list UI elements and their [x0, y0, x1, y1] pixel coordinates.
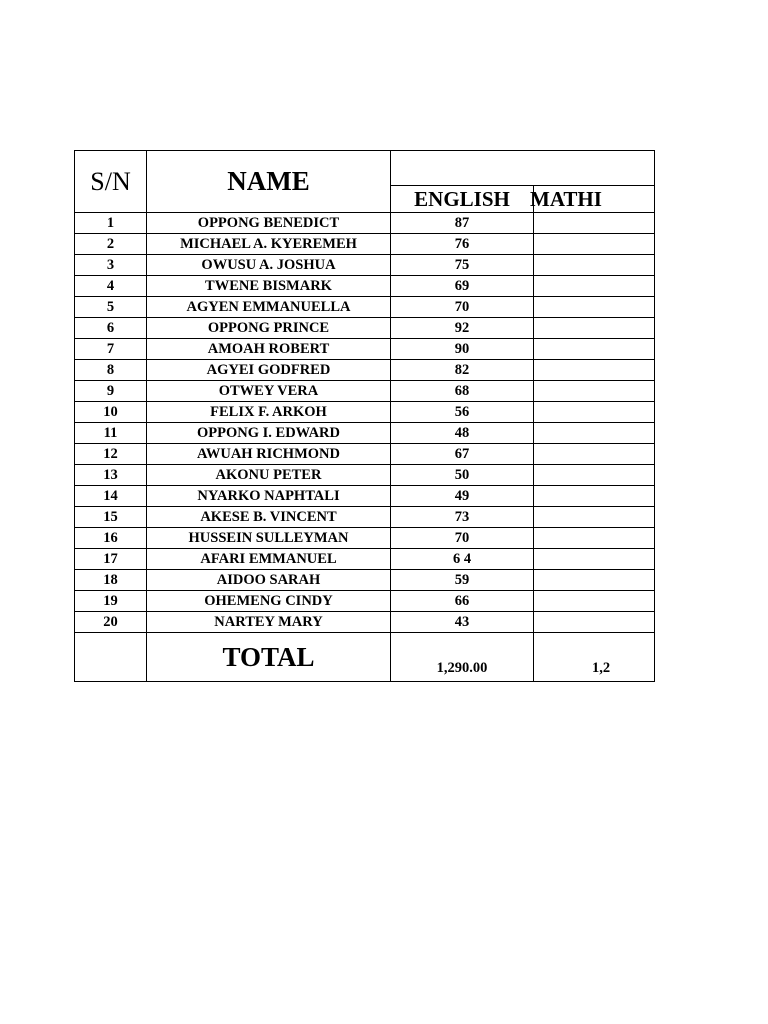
cell-maths [534, 234, 655, 255]
table-row [75, 276, 655, 297]
header-english: ENGLISH [391, 186, 534, 213]
table-row [75, 255, 655, 276]
cell-name: OPPONG PRINCE [147, 318, 391, 339]
cell-maths [534, 297, 655, 318]
cell-sn: 4 [75, 276, 147, 297]
cell-english: 67 [391, 444, 534, 465]
cell-sn: 2 [75, 234, 147, 255]
cell-english: 69 [391, 276, 534, 297]
cell-english: 6 4 [391, 549, 534, 570]
cell-english: 59 [391, 570, 534, 591]
cell-english: 87 [391, 213, 534, 234]
cell-maths [534, 213, 655, 234]
cell-maths [534, 339, 655, 360]
table-row [75, 549, 655, 570]
cell-sn: 17 [75, 549, 147, 570]
cell-sn: 6 [75, 318, 147, 339]
cell-maths [534, 402, 655, 423]
cell-english: 76 [391, 234, 534, 255]
header-subjects-group [391, 151, 655, 186]
cell-name: OTWEY VERA [147, 381, 391, 402]
table-row [75, 318, 655, 339]
header-sn: S/N [75, 151, 147, 213]
cell-english: 68 [391, 381, 534, 402]
cell-english: 75 [391, 255, 534, 276]
cell-english: 66 [391, 591, 534, 612]
cell-english: 56 [391, 402, 534, 423]
header-name: NAME [147, 151, 391, 213]
score-sheet [74, 150, 611, 681]
cell-name: HUSSEIN SULLEYMAN [147, 528, 391, 549]
header-maths: MATHI [534, 186, 655, 213]
cell-name: OHEMENG CINDY [147, 591, 391, 612]
table-row [75, 465, 655, 486]
cell-sn: 13 [75, 465, 147, 486]
table-row [75, 507, 655, 528]
cell-maths [534, 612, 655, 633]
cell-name: NARTEY MARY [147, 612, 391, 633]
cell-sn: 10 [75, 402, 147, 423]
cell-sn: 14 [75, 486, 147, 507]
cell-maths [534, 486, 655, 507]
cell-maths [534, 318, 655, 339]
cell-sn: 9 [75, 381, 147, 402]
cell-sn: 12 [75, 444, 147, 465]
table-row [75, 591, 655, 612]
total-row [75, 633, 655, 682]
cell-maths [534, 360, 655, 381]
table-row [75, 423, 655, 444]
cell-name: AKESE B. VINCENT [147, 507, 391, 528]
cell-name: NYARKO NAPHTALI [147, 486, 391, 507]
scores-table [74, 150, 655, 682]
table-row [75, 339, 655, 360]
total-sn [75, 633, 147, 682]
cell-english: 48 [391, 423, 534, 444]
cell-maths [534, 255, 655, 276]
cell-maths [534, 507, 655, 528]
cell-english: 70 [391, 528, 534, 549]
table-row [75, 234, 655, 255]
table-row [75, 528, 655, 549]
cell-name: AWUAH RICHMOND [147, 444, 391, 465]
total-label: TOTAL [147, 633, 391, 682]
table-row [75, 444, 655, 465]
cell-name: OPPONG I. EDWARD [147, 423, 391, 444]
cell-maths [534, 276, 655, 297]
cell-english: 73 [391, 507, 534, 528]
cell-name: TWENE BISMARK [147, 276, 391, 297]
cell-name: OWUSU A. JOSHUA [147, 255, 391, 276]
cell-name: MICHAEL A. KYEREMEH [147, 234, 391, 255]
cell-name: AKONU PETER [147, 465, 391, 486]
cell-name: AMOAH ROBERT [147, 339, 391, 360]
cell-sn: 1 [75, 213, 147, 234]
table-row [75, 402, 655, 423]
total-maths: 1,2 [534, 633, 655, 682]
cell-maths [534, 423, 655, 444]
total-english: 1,290.00 [391, 633, 534, 682]
cell-sn: 20 [75, 612, 147, 633]
cell-english: 90 [391, 339, 534, 360]
cell-english: 70 [391, 297, 534, 318]
cell-sn: 19 [75, 591, 147, 612]
cell-maths [534, 549, 655, 570]
table-row [75, 570, 655, 591]
cell-maths [534, 444, 655, 465]
table-row [75, 381, 655, 402]
cell-sn: 16 [75, 528, 147, 549]
cell-name: OPPONG BENEDICT [147, 213, 391, 234]
cell-sn: 15 [75, 507, 147, 528]
cell-name: AGYEI GODFRED [147, 360, 391, 381]
cell-maths [534, 465, 655, 486]
cell-maths [534, 528, 655, 549]
cell-maths [534, 381, 655, 402]
cell-english: 82 [391, 360, 534, 381]
cell-name: AIDOO SARAH [147, 570, 391, 591]
table-row [75, 612, 655, 633]
cell-name: FELIX F. ARKOH [147, 402, 391, 423]
cell-name: AGYEN EMMANUELLA [147, 297, 391, 318]
table-row [75, 213, 655, 234]
cell-sn: 18 [75, 570, 147, 591]
cell-english: 43 [391, 612, 534, 633]
cell-name: AFARI EMMANUEL [147, 549, 391, 570]
cell-maths [534, 591, 655, 612]
cell-maths [534, 570, 655, 591]
cell-sn: 11 [75, 423, 147, 444]
table-row [75, 297, 655, 318]
cell-sn: 7 [75, 339, 147, 360]
cell-english: 92 [391, 318, 534, 339]
header-row [75, 151, 655, 186]
cell-sn: 8 [75, 360, 147, 381]
cell-sn: 3 [75, 255, 147, 276]
table-row [75, 360, 655, 381]
cell-english: 49 [391, 486, 534, 507]
table-row [75, 486, 655, 507]
cell-english: 50 [391, 465, 534, 486]
cell-sn: 5 [75, 297, 147, 318]
